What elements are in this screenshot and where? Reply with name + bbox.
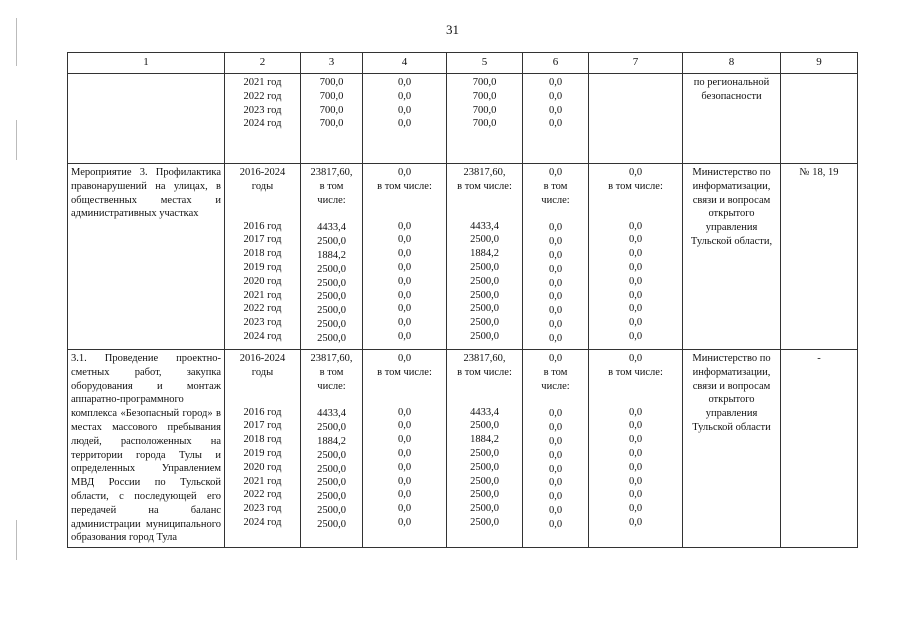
cell-line: 0,0 (628, 330, 643, 342)
col-header: 3 (301, 53, 363, 74)
cell-line: 0,0 (628, 503, 643, 515)
cell-line: 0,0 (397, 420, 412, 432)
cell-line: 0,0 (548, 291, 563, 303)
cell-line: 0,0 (548, 463, 563, 475)
cell-line: 2022 год (243, 303, 282, 315)
cell-line: числе: (541, 194, 570, 206)
federal-cell (363, 164, 447, 350)
cell-line: в том числе: (457, 366, 512, 378)
cell-line: 700,0 (319, 118, 344, 130)
spacer (304, 393, 359, 407)
cell-line: в том (543, 366, 568, 378)
spacer (366, 380, 443, 392)
spacer (592, 392, 679, 406)
cell-line: 0,0 (397, 248, 412, 260)
cell-line: 4433,4 (470, 220, 499, 232)
regional-cell (447, 74, 523, 164)
cell-line: числе: (317, 194, 346, 206)
cell-line: 2020 год (243, 461, 282, 473)
cell-line: 2500,0 (317, 518, 346, 530)
cell-line: 2024 год (243, 330, 282, 342)
cell-line: 700,0 (472, 118, 497, 130)
cell-line: 2500,0 (317, 263, 346, 275)
cell-line: 0,0 (397, 434, 412, 446)
cell-line: 1884,2 (317, 435, 346, 447)
cell-line: 0,0 (628, 275, 643, 287)
cell-line: 2500,0 (470, 489, 499, 501)
col-header: 8 (683, 53, 781, 74)
cell-line: 2500,0 (470, 234, 499, 246)
cell-line: в том числе: (608, 366, 663, 378)
cell-line: 700,0 (472, 77, 497, 88)
cell-line: 0,0 (548, 249, 563, 261)
cell-line: 2024 год (243, 516, 282, 528)
cell-line: 2024 год (243, 118, 282, 130)
cell-line: 0,0 (548, 77, 563, 88)
spacer (450, 206, 519, 220)
federal-cell (363, 74, 447, 164)
cell-line: 23817,60, (310, 167, 353, 178)
cell-line: 23817,60, (463, 167, 506, 178)
period-cell (225, 350, 301, 548)
cell-line: 2500,0 (470, 317, 499, 329)
col-header: 7 (589, 53, 683, 74)
indicator-cell: - (781, 350, 858, 548)
cell-line: 2500,0 (470, 275, 499, 287)
cell-line: 2500,0 (317, 504, 346, 516)
cell-line: 0,0 (628, 303, 643, 315)
cell-line: 0,0 (548, 435, 563, 447)
cell-line: 2500,0 (317, 305, 346, 317)
cell-line: 2500,0 (317, 449, 346, 461)
cell-line: 2500,0 (317, 277, 346, 289)
cell-line: 0,0 (397, 90, 412, 102)
other-cell (589, 164, 683, 350)
cell-line: 0,0 (397, 77, 412, 88)
cell-line: 2500,0 (470, 516, 499, 528)
cell-line: 0,0 (628, 420, 643, 432)
cell-line: 0,0 (397, 461, 412, 473)
cell-line: 2017 год (243, 420, 282, 432)
cell-line: 4433,4 (470, 406, 499, 418)
cell-line: 0,0 (548, 263, 563, 275)
cell-line: 2500,0 (470, 261, 499, 273)
executor-cell: Министерство по информатизации, связи и вопросам открытого управления Тульской области, (683, 164, 781, 350)
cell-line: 2016 год (243, 406, 282, 418)
activity-cell: 3.1. Проведение проектно-сметных работ, закупка оборудования и монтаж аппаратно-программного комплекса «Безопасный город» в местах массового пребывания людей, расположенных на территории города Тулы и определенных Управлением МВД России по Тульской области, с последующей его передачей на баланс администрации муниципального образования город Тула (68, 350, 225, 548)
cell-line: в том числе: (377, 366, 432, 378)
indicator-cell (781, 74, 858, 164)
cell-line: 0,0 (397, 353, 412, 364)
spacer (304, 207, 359, 221)
cell-line: 0,0 (548, 422, 563, 434)
cell-line: 0,0 (628, 289, 643, 301)
cell-line: 0,0 (628, 475, 643, 487)
cell-line: 0,0 (628, 167, 643, 178)
cell-line: 2023 год (243, 317, 282, 329)
col-header: 5 (447, 53, 523, 74)
spacer (526, 393, 585, 407)
spacer (228, 380, 297, 392)
cell-line: 0,0 (628, 220, 643, 232)
cell-line: 1884,2 (470, 434, 499, 446)
cell-line: 4433,4 (317, 408, 346, 420)
cell-line: 0,0 (397, 220, 412, 232)
cell-line: 0,0 (628, 406, 643, 418)
activity-cell (68, 74, 225, 164)
cell-line: 2018 год (243, 248, 282, 260)
cell-line: 2500,0 (317, 463, 346, 475)
cell-line: 1884,2 (317, 249, 346, 261)
total-cell (301, 350, 363, 548)
spacer (592, 194, 679, 206)
cell-line: 0,0 (548, 449, 563, 461)
cell-line: 0,0 (548, 477, 563, 489)
cell-line: 700,0 (472, 104, 497, 116)
cell-line: 0,0 (548, 504, 563, 516)
cell-line: 0,0 (548, 305, 563, 317)
cell-line: 0,0 (548, 518, 563, 530)
cell-line: в том числе: (377, 180, 432, 192)
cell-line: 4433,4 (317, 222, 346, 234)
cell-line: в том (319, 366, 344, 378)
cell-line: 0,0 (628, 261, 643, 273)
spacer (228, 206, 297, 220)
cell-line: 0,0 (548, 118, 563, 130)
cell-line: 2500,0 (317, 477, 346, 489)
cell-line: 0,0 (397, 118, 412, 130)
cell-line: 0,0 (628, 447, 643, 459)
cell-line: 0,0 (397, 234, 412, 246)
indicator-cell: № 18, 19 (781, 164, 858, 350)
cell-line: 700,0 (319, 90, 344, 102)
cell-line: 0,0 (397, 447, 412, 459)
cell-line: 0,0 (548, 491, 563, 503)
cell-line: 2017 год (243, 234, 282, 246)
total-cell (301, 74, 363, 164)
cell-line: 0,0 (397, 167, 412, 178)
cell-line: числе: (317, 380, 346, 392)
cell-line: 2500,0 (317, 491, 346, 503)
cell-line: 0,0 (548, 90, 563, 102)
executor-cell: по региональной безопасности (683, 74, 781, 164)
table-row (68, 350, 858, 548)
cell-line: в том (543, 180, 568, 192)
cell-line: 2500,0 (317, 422, 346, 434)
cell-line: 23817,60, (310, 353, 353, 364)
cell-line: 23817,60, (463, 353, 506, 364)
cell-line: 2500,0 (470, 289, 499, 301)
cell-line: числе: (541, 380, 570, 392)
cell-line: 2021 год (243, 77, 282, 88)
municipal-cell (523, 164, 589, 350)
spacer (450, 380, 519, 392)
cell-line: 2500,0 (470, 447, 499, 459)
cell-line: 2020 год (243, 275, 282, 287)
spacer (592, 206, 679, 220)
cell-line: 2019 год (243, 261, 282, 273)
cell-line: 0,0 (397, 275, 412, 287)
cell-line: 2019 год (243, 447, 282, 459)
cell-line: 2500,0 (317, 332, 346, 344)
cell-line: 0,0 (397, 489, 412, 501)
scan-edge-mark (16, 520, 17, 560)
activity-cell: Мероприятие 3. Профилактика правонарушений на улицах, в общественных местах и административных участках (68, 164, 225, 350)
cell-line: 0,0 (548, 332, 563, 344)
cell-line: 2500,0 (317, 318, 346, 330)
col-header: 4 (363, 53, 447, 74)
period-cell (225, 164, 301, 350)
executor-cell: Министерство по информатизации, связи и вопросам открытого управления Тульской области (683, 350, 781, 548)
cell-line: 0,0 (397, 475, 412, 487)
cell-line: 2500,0 (317, 236, 346, 248)
spacer (366, 392, 443, 406)
cell-line: 2500,0 (470, 330, 499, 342)
cell-line: 2500,0 (317, 291, 346, 303)
cell-line: 0,0 (397, 289, 412, 301)
cell-line: 0,0 (628, 317, 643, 329)
cell-line: 0,0 (397, 330, 412, 342)
cell-line: 2016-2024 (239, 353, 286, 364)
cell-line: 2500,0 (470, 420, 499, 432)
cell-line: 2022 год (243, 489, 282, 501)
table-row (68, 164, 858, 350)
cell-line: годы (251, 366, 274, 378)
cell-line: 0,0 (548, 318, 563, 330)
cell-line: 700,0 (472, 90, 497, 102)
cell-line: 0,0 (628, 234, 643, 246)
cell-line: 0,0 (628, 248, 643, 260)
federal-cell (363, 350, 447, 548)
col-header: 9 (781, 53, 858, 74)
total-cell (301, 164, 363, 350)
cell-line: 1884,2 (470, 248, 499, 260)
cell-line: 0,0 (628, 353, 643, 364)
spacer (526, 207, 585, 221)
regional-cell (447, 350, 523, 548)
header-row (68, 53, 858, 74)
spacer (450, 194, 519, 206)
cell-line: 0,0 (548, 167, 563, 178)
cell-line: 0,0 (548, 277, 563, 289)
cell-line: в том числе: (457, 180, 512, 192)
cell-line: 2016 год (243, 220, 282, 232)
cell-line: 0,0 (628, 516, 643, 528)
cell-line: 0,0 (548, 236, 563, 248)
cell-line: 0,0 (397, 516, 412, 528)
cell-line: 0,0 (397, 261, 412, 273)
cell-line: 2500,0 (470, 303, 499, 315)
col-header: 2 (225, 53, 301, 74)
cell-line: 0,0 (628, 461, 643, 473)
cell-line: 2500,0 (470, 461, 499, 473)
program-table (67, 52, 858, 548)
spacer (366, 206, 443, 220)
cell-line: 2021 год (243, 475, 282, 487)
page-number: 31 (446, 22, 459, 37)
cell-line: 2018 год (243, 434, 282, 446)
cell-line: 2021 год (243, 289, 282, 301)
cell-line: 0,0 (397, 503, 412, 515)
cell-line: 0,0 (397, 104, 412, 116)
cell-line: 2023 год (243, 104, 282, 116)
spacer (228, 194, 297, 206)
cell-line: 0,0 (397, 406, 412, 418)
municipal-cell (523, 350, 589, 548)
cell-line: 0,0 (548, 408, 563, 420)
cell-line: 0,0 (397, 317, 412, 329)
spacer (366, 194, 443, 206)
scan-edge-mark (16, 120, 17, 160)
cell-line: 0,0 (548, 353, 563, 364)
other-cell (589, 350, 683, 548)
regional-cell (447, 164, 523, 350)
cell-line: 2500,0 (470, 503, 499, 515)
cell-line: 0,0 (548, 104, 563, 116)
cell-line: годы (251, 180, 274, 192)
cell-line: 0,0 (397, 303, 412, 315)
spacer (450, 392, 519, 406)
cell-line: 700,0 (319, 104, 344, 116)
col-header: 1 (68, 53, 225, 74)
cell-line: 0,0 (548, 222, 563, 234)
spacer (228, 392, 297, 406)
cell-line: 2023 год (243, 503, 282, 515)
spacer (592, 380, 679, 392)
other-cell (589, 74, 683, 164)
period-cell (225, 74, 301, 164)
cell-line: 0,0 (628, 489, 643, 501)
cell-line: 2022 год (243, 90, 282, 102)
cell-line: 0,0 (628, 434, 643, 446)
cell-line: 2500,0 (470, 475, 499, 487)
table-row (68, 74, 858, 164)
col-header: 6 (523, 53, 589, 74)
cell-line: 2016-2024 (239, 167, 286, 178)
cell-line: в том (319, 180, 344, 192)
municipal-cell (523, 74, 589, 164)
cell-line: в том числе: (608, 180, 663, 192)
cell-line: 700,0 (319, 77, 344, 88)
